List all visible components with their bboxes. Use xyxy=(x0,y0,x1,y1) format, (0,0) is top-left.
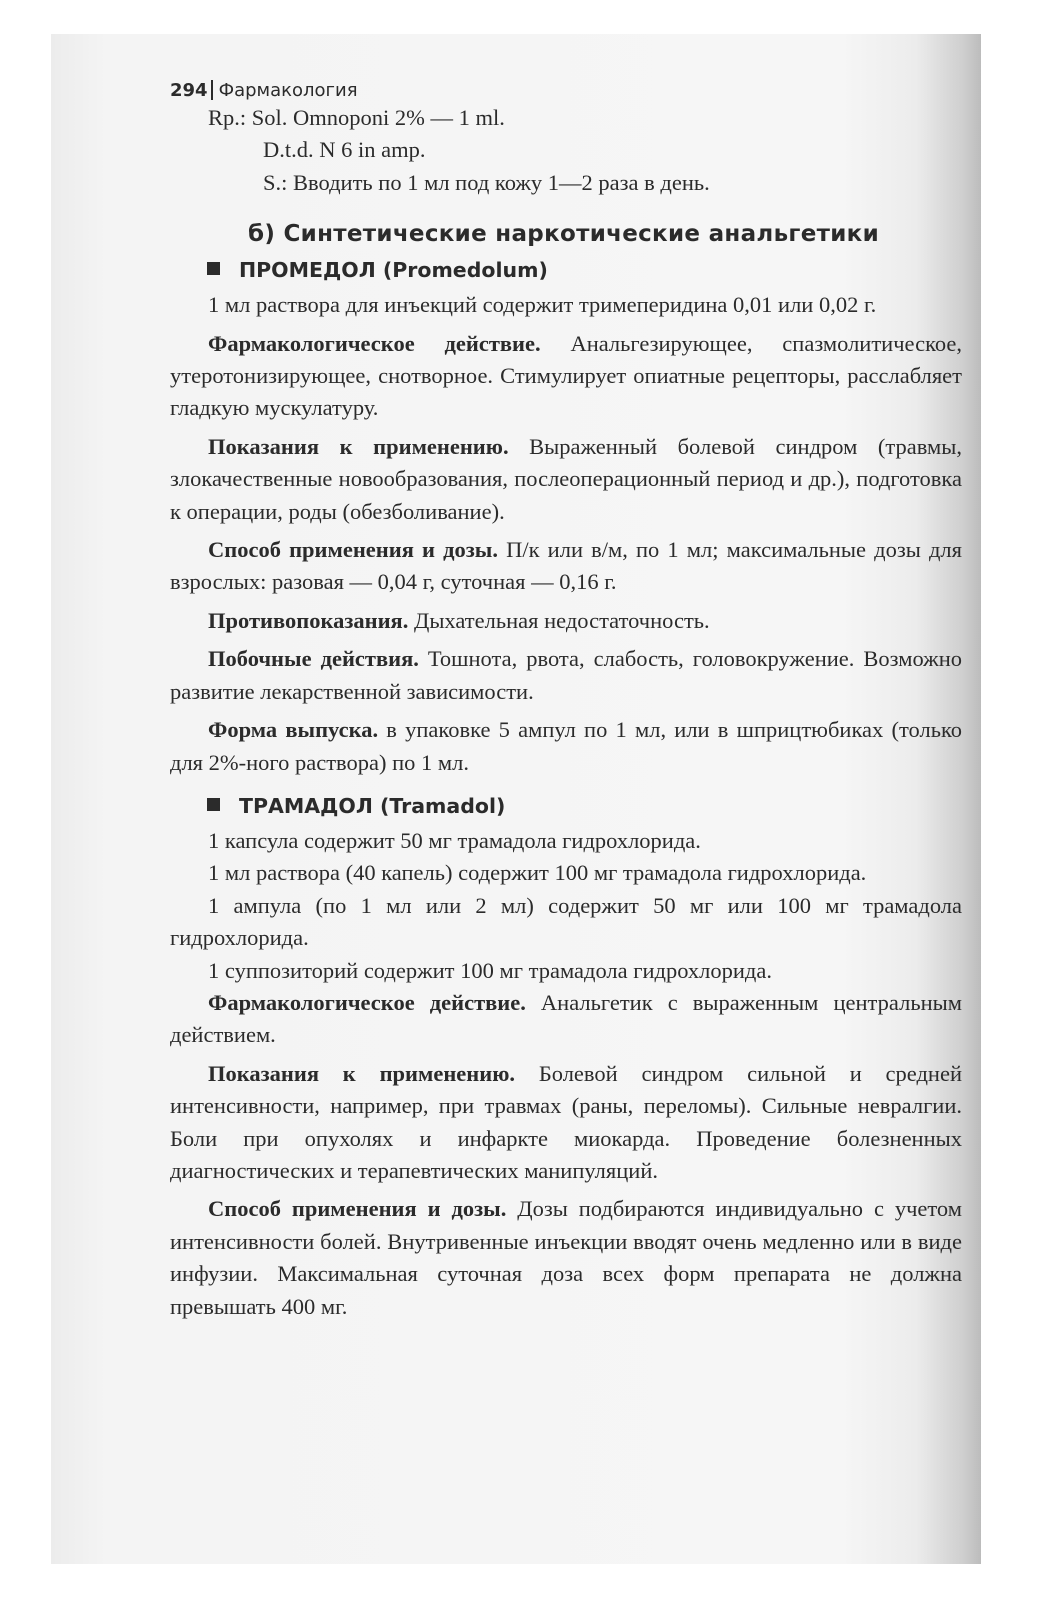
prescription-line-1: Rp.: Sol. Omnoponi 2% — 1 ml. xyxy=(208,105,505,130)
text: П/к или в/м, по 1 мл; максимальные дозы для взрослых: разовая — 0,04 г, суточная — 0,16 г. xyxy=(170,537,962,595)
label: Способ применения и дозы. xyxy=(208,1196,507,1222)
tramadol-dosage xyxy=(170,1193,962,1323)
text: Анальгетик с выраженным центральным действием. xyxy=(170,989,962,1048)
label: Фармакологическое действие. xyxy=(208,989,526,1015)
text: Дыхательная недостаточность. xyxy=(408,607,710,633)
running-header xyxy=(170,80,962,102)
prescription-line-3: S.: Вводить по 1 мл под кожу 1—2 раза в день. xyxy=(263,169,710,195)
tramadol-composition-4: 1 суппозиторий содержит 100 мг трамадола гидрохлорида. xyxy=(208,957,772,983)
promedol-pharmacology xyxy=(170,328,962,425)
label: Показания к применению. xyxy=(208,1060,516,1086)
label: Способ применения и дозы. xyxy=(208,537,498,563)
drug-title: ТРАМАДОЛ (Tramadol) xyxy=(239,793,506,818)
text: в упаковке 5 ампул по 1 мл, или в шприцтюбиках (только для 2%-ного раствора) по 1 мл. xyxy=(170,717,962,775)
tramadol-composition-2: 1 мл раствора (40 капель) содержит 100 мг трамадола гидрохлорида. xyxy=(208,860,867,886)
drug-title: ПРОМЕДОЛ (Promedolum) xyxy=(239,258,548,283)
tramadol-indications xyxy=(170,1058,962,1188)
promedol-dosage xyxy=(170,534,962,599)
prescription-line-2: D.t.d. N 6 in amp. xyxy=(263,137,426,163)
promedol-side-effects xyxy=(170,643,962,708)
square-bullet-icon xyxy=(207,798,220,811)
text: Болевой синдром сильной и средней интенсивности, например, при травмах (раны, переломы). Сильные невралгии. Боли при опухолях и инфаркте миокарда. Проведение болезненных диагностических и терапевтических манипуляций. xyxy=(170,1060,963,1183)
page-number: 294 xyxy=(170,80,208,101)
header-divider xyxy=(211,80,213,100)
tramadol-composition-3: 1 ампула (по 1 мл или 2 мл) содержит 50 мг или 100 мг трамадола гидрохлорида. xyxy=(170,892,962,951)
square-bullet-icon xyxy=(207,262,220,275)
tramadol-pharmacology xyxy=(170,987,962,1052)
label: Фармакологическое действие. xyxy=(208,330,541,356)
text: Выраженный болевой синдром (травмы, злокачественные новообразования, послеоперационный период и др.), подготовка к операции, роды (обезболивание). xyxy=(170,433,962,524)
promedol-release-form xyxy=(170,714,962,779)
label: Показания к применению. xyxy=(208,433,509,459)
text: Тошнота, рвота, слабость, головокружение. Возможно развитие лекарственной зависимости. xyxy=(170,646,962,704)
tramadol-composition-1: 1 капсула содержит 50 мг трамадола гидрохлорида. xyxy=(208,827,701,853)
label: Побочные действия. xyxy=(208,646,419,672)
drug-heading-tramadol xyxy=(207,789,962,823)
drug-heading-promedol xyxy=(207,253,962,287)
label: Противопоказания. xyxy=(208,607,409,633)
promedol-composition: 1 мл раствора для инъекций содержит тримеперидина 0,01 или 0,02 г. xyxy=(208,292,877,318)
prescription-block xyxy=(170,102,962,199)
book-page xyxy=(170,80,962,1323)
running-title: Фармакология xyxy=(218,80,358,101)
promedol-indications xyxy=(170,431,962,528)
text: Дозы подбираются индивидуально с учетом интенсивности болей. Внутривенные инъекции вводят очень медленно или в виде инфузии. Максимальная суточная доза всех форм препарата не должна превышать 400 мг. xyxy=(170,1196,962,1319)
label: Форма выпуска. xyxy=(208,717,379,743)
section-title: б) Синтетические наркотические анальгетики xyxy=(248,221,879,248)
text: Анальгезирующее, спазмолитическое, утеротонизирующее, снотворное. Стимулирует опиатные рецепторы, расслабляет гладкую мускулатуру. xyxy=(170,330,962,421)
promedol-contraindications xyxy=(170,605,962,637)
